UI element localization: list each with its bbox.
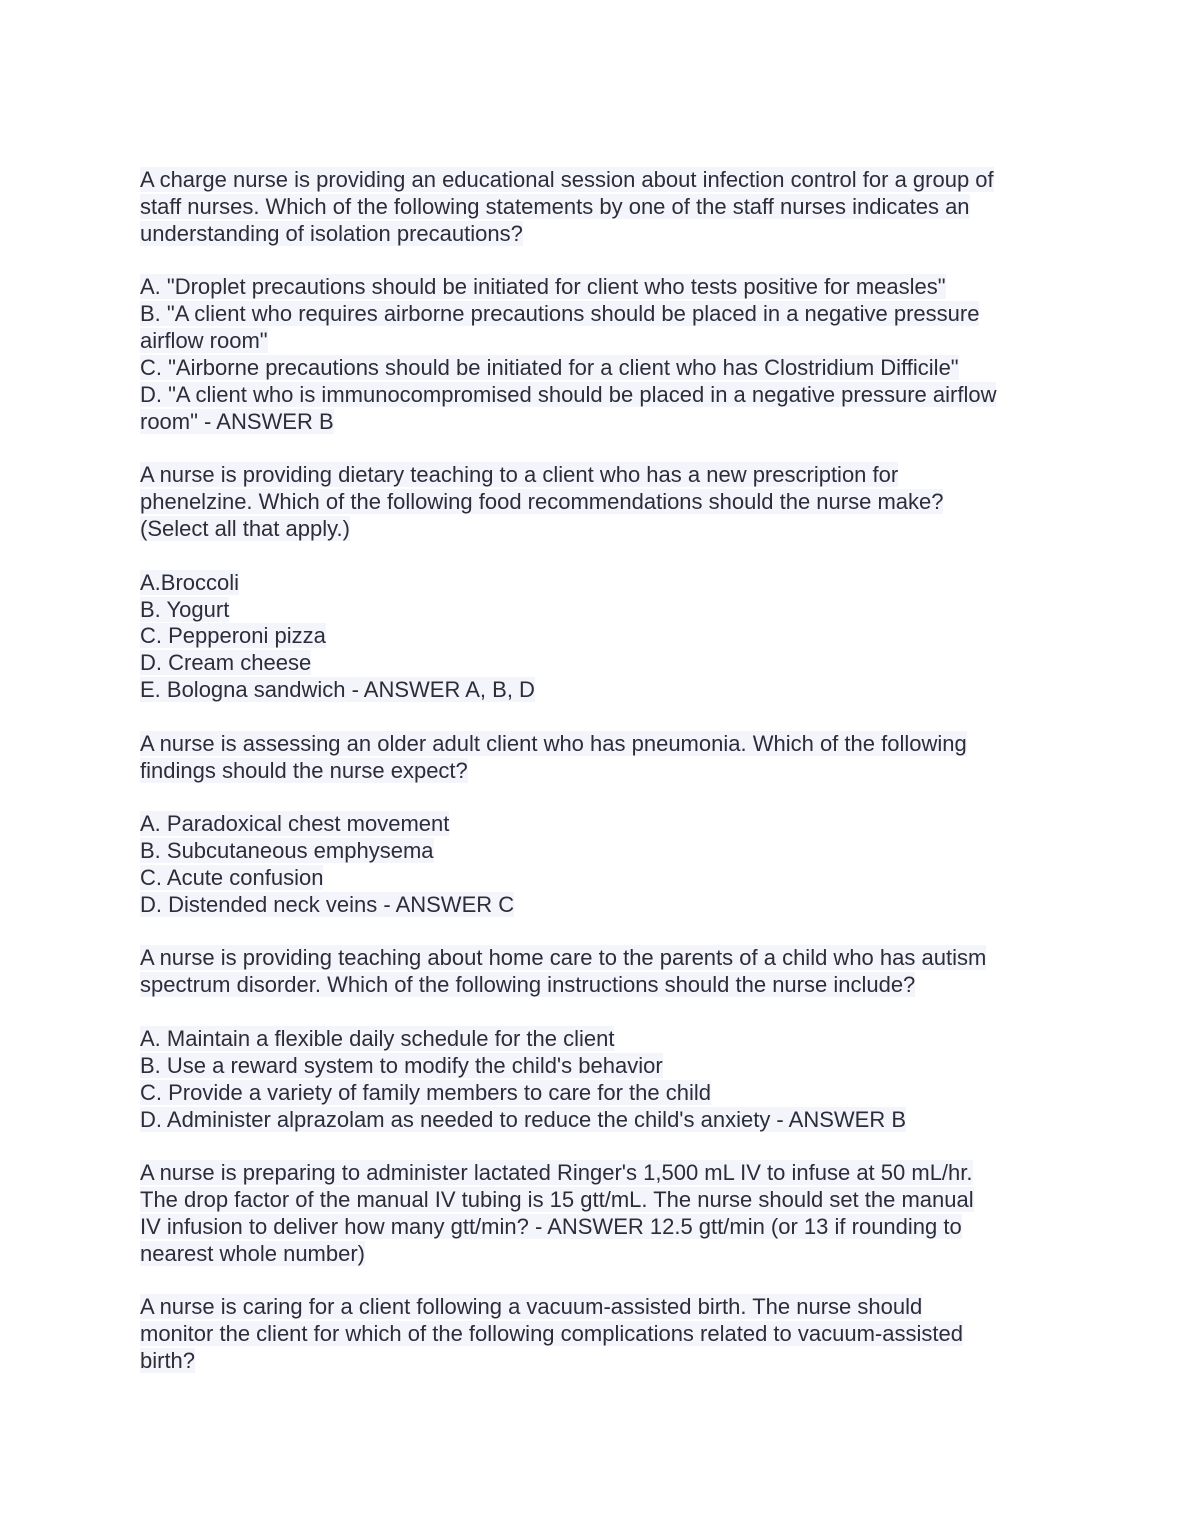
text-line xyxy=(140,570,1060,597)
line-text: (Select all that apply.) xyxy=(140,515,350,541)
text-line xyxy=(140,892,1060,919)
line-text: A nurse is providing dietary teaching to a client who has a new prescription for xyxy=(140,462,899,488)
line-text: phenelzine. Which of the following food recommendations should the nurse make? xyxy=(140,489,944,515)
line-text: spectrum disorder. Which of the following instructions should the nurse include? xyxy=(140,972,916,998)
line-text: B. Yogurt xyxy=(140,596,230,622)
text-line xyxy=(140,248,1060,275)
text-line xyxy=(140,1053,1060,1080)
text-line xyxy=(140,328,1060,355)
text-line xyxy=(140,1321,1060,1348)
line-text: nearest whole number) xyxy=(140,1240,366,1266)
text-line xyxy=(140,811,1060,838)
line-text: C. Pepperoni pizza xyxy=(140,623,326,649)
line-text: C. "Airborne precautions should be initiated for a client who has Clostridium Difficile" xyxy=(140,354,959,380)
line-text: A.Broccoli xyxy=(140,569,240,595)
line-text: A nurse is assessing an older adult client who has pneumonia. Which of the following xyxy=(140,730,967,756)
text-line xyxy=(140,650,1060,677)
text-line xyxy=(140,597,1060,624)
text-line xyxy=(140,999,1060,1026)
text-line xyxy=(140,1160,1060,1187)
text-line xyxy=(140,543,1060,570)
line-text: A. Maintain a flexible daily schedule for the client xyxy=(140,1026,615,1051)
text-line xyxy=(140,677,1060,704)
line-text: understanding of isolation precautions? xyxy=(140,220,523,246)
text-line xyxy=(140,758,1060,785)
text-line xyxy=(140,1294,1060,1321)
line-text: C. Provide a variety of family members to care for the child xyxy=(140,1079,711,1105)
line-text: room" - ANSWER B xyxy=(140,408,334,434)
text-line xyxy=(140,1187,1060,1214)
line-text: birth? xyxy=(140,1348,196,1374)
line-text: E. Bologna sandwich - ANSWER A, B, D xyxy=(140,677,535,703)
line-text: D. "A client who is immunocompromised should be placed in a negative pressure airflow xyxy=(140,381,997,407)
line-text: A nurse is providing teaching about home care to the parents of a child who has autism xyxy=(140,945,987,971)
line-text: A nurse is caring for a client following a vacuum-assisted birth. The nurse should xyxy=(140,1294,923,1320)
line-text: A. "Droplet precautions should be initiated for client who tests positive for measles" xyxy=(140,274,946,300)
text-line xyxy=(140,194,1060,221)
line-text: D. Cream cheese xyxy=(140,650,312,676)
text-line xyxy=(140,1268,1060,1295)
line-text: staff nurses. Which of the following statements by one of the staff nurses indicates an xyxy=(140,193,970,219)
text-line xyxy=(140,355,1060,382)
text-line xyxy=(140,221,1060,248)
text-line xyxy=(140,784,1060,811)
text-line xyxy=(140,972,1060,999)
text-line xyxy=(140,489,1060,516)
text-line xyxy=(140,1080,1060,1107)
line-text: C. Acute confusion xyxy=(140,864,324,890)
line-text: A charge nurse is providing an educational session about infection control for a group of xyxy=(140,167,994,192)
text-line xyxy=(140,945,1060,972)
line-text: B. Subcutaneous emphysema xyxy=(140,838,434,864)
text-line xyxy=(140,623,1060,650)
line-text: airflow room" xyxy=(140,328,268,354)
text-line xyxy=(140,409,1060,436)
line-text: findings should the nurse expect? xyxy=(140,757,468,783)
line-text: D. Administer alprazolam as needed to reduce the child's anxiety - ANSWER B xyxy=(140,1106,907,1132)
text-line xyxy=(140,301,1060,328)
text-line xyxy=(140,838,1060,865)
line-text: A. Paradoxical chest movement xyxy=(140,811,450,837)
document-page xyxy=(140,167,1060,1375)
line-text: monitor the client for which of the following complications related to vacuum-assisted xyxy=(140,1321,963,1347)
text-line xyxy=(140,167,1060,194)
text-line xyxy=(140,1133,1060,1160)
text-line xyxy=(140,1026,1060,1053)
line-text: D. Distended neck veins - ANSWER C xyxy=(140,891,515,917)
line-text: A nurse is preparing to administer lactated Ringer's 1,500 mL IV to infuse at 50 mL/hr. xyxy=(140,1160,973,1186)
text-line xyxy=(140,435,1060,462)
line-text: B. "A client who requires airborne precautions should be placed in a negative pressure xyxy=(140,301,980,327)
text-line xyxy=(140,1107,1060,1134)
text-line xyxy=(140,382,1060,409)
text-line xyxy=(140,731,1060,758)
text-line xyxy=(140,1241,1060,1268)
text-line xyxy=(140,919,1060,946)
text-line xyxy=(140,1214,1060,1241)
text-line xyxy=(140,462,1060,489)
text-line xyxy=(140,274,1060,301)
line-text: IV infusion to deliver how many gtt/min? - ANSWER 12.5 gtt/min (or 13 if rounding to xyxy=(140,1213,962,1239)
text-line xyxy=(140,704,1060,731)
line-text: The drop factor of the manual IV tubing is 15 gtt/mL. The nurse should set the manual xyxy=(140,1187,974,1213)
text-line xyxy=(140,516,1060,543)
text-line xyxy=(140,1348,1060,1375)
line-text: B. Use a reward system to modify the child's behavior xyxy=(140,1052,663,1078)
text-line xyxy=(140,865,1060,892)
